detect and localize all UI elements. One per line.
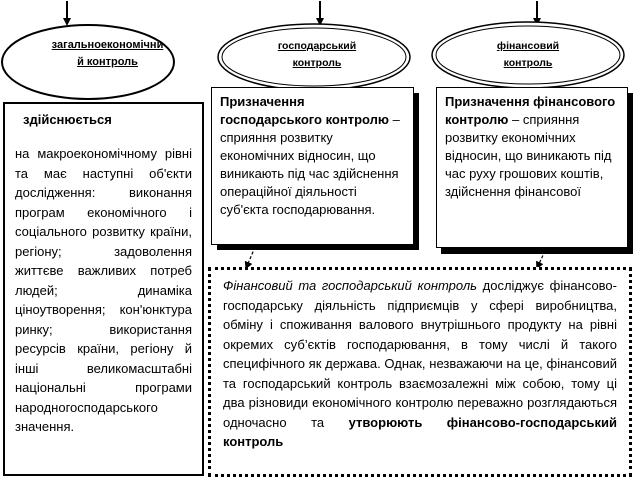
bottom-box (208, 267, 632, 477)
right-box-text (445, 93, 619, 201)
left-ellipse-line1: загальноекономічни (51, 39, 164, 51)
middle-ellipse-line1: господарський (277, 40, 357, 52)
right-box (436, 87, 628, 248)
bottom-box-italic: Фінансовий та господарський контроль (223, 278, 478, 293)
right-box-bold: Призначення фінансового контролю (445, 94, 616, 127)
bottom-box-bold: утворюють фінансово-господарський контроль (223, 414, 617, 449)
right-box-rest: – сприяння розвитку економічних відносин, що виникають під час руху грошових коштів, здійснення фінансової (445, 112, 612, 199)
left-ellipse-label (40, 37, 175, 71)
left-box-heading: здійснюється (23, 112, 112, 127)
left-box-body: на макроекономічному рівні та має наступні об'єкти дослідження: виконання програм економічного і соціального розвитку країни, регіону; задоволення життєве важливих потреб людей; динаміка ціноутворення; кон'юнктура ринку; використання ресурсів країни, регіону й інші великомасштабні національні програми народногосподарського значення. (15, 146, 192, 434)
bottom-box-text1: досліджує фінансово-господарську діяльність підприємців у сфері виробництва, обміну і споживання валового внутрішнього продукту на рівні окремих суб’єктів господарювання, в тому числі й такого специфічного як держава. Однак, незважаючи на це, фінансовий та господарський контроль взаємозалежні між собою, тому ці два різновиди економічного контролю переважно розглядаються одночасно та (223, 278, 617, 430)
right-ellipse-line1: фінансовий (496, 40, 560, 52)
middle-box-rest: – сприяння розвитку економічних відносин, що виникають під час здійснення операційної діяльності суб'єкта господарювання. (220, 112, 400, 217)
middle-box-bold: Призначення господарського контролю (220, 94, 389, 127)
left-ellipse-line2: й контроль (77, 56, 138, 68)
middle-box-text (220, 93, 405, 219)
middle-box (211, 87, 414, 245)
middle-ellipse-label (262, 38, 372, 72)
middle-ellipse-line2: контроль (292, 57, 342, 69)
right-ellipse-line2: контроль (503, 57, 553, 69)
right-ellipse-label (478, 38, 578, 72)
left-box (3, 102, 204, 476)
bottom-box-text (223, 276, 617, 452)
